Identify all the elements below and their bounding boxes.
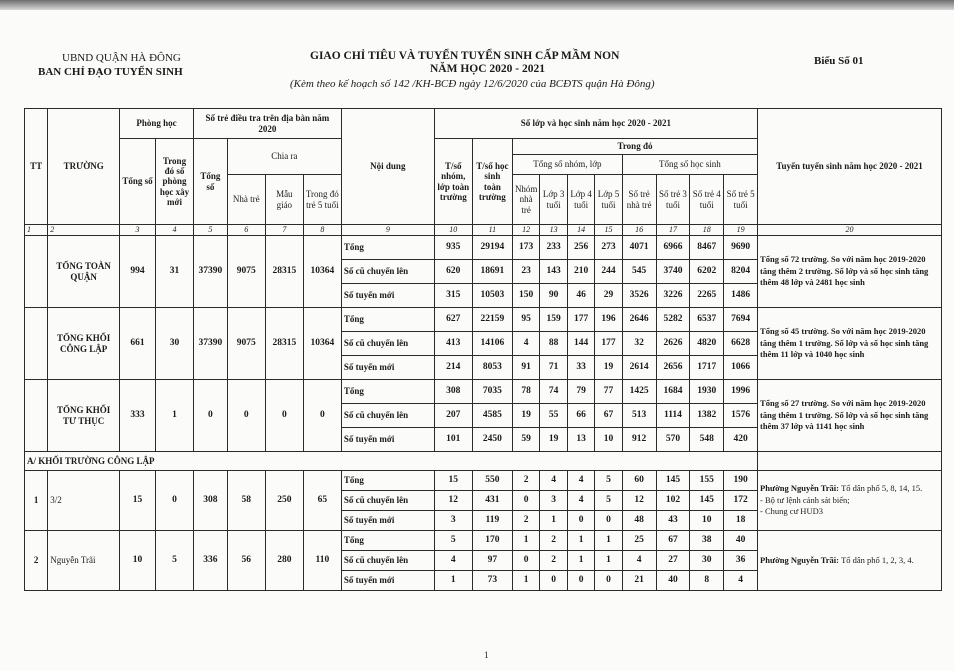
cell-nha-tre: 58: [227, 471, 265, 531]
index-cell: 17: [656, 225, 690, 236]
cell-value: 5: [595, 491, 622, 511]
cell-value: 2265: [690, 284, 724, 308]
cell-noi-dung: Tổng: [341, 380, 434, 404]
index-cell: 2: [48, 225, 120, 236]
cell-value: 74: [540, 380, 567, 404]
cell-value: 5: [434, 531, 472, 551]
cell-school-name: TỔNG KHỐI CÔNG LẬP: [48, 308, 120, 380]
cell-noi-dung: Số cũ chuyển lên: [341, 404, 434, 428]
index-cell: 7: [265, 225, 303, 236]
cell-summary-note: Tổng số 72 trường. So với năm học 2019-2020 tăng thêm 2 trường. Số lớp và số học sinh tăng thêm 48 lớp và 2481 học sinh: [758, 236, 942, 308]
section-row: [25, 452, 942, 471]
cell-value: 244: [595, 260, 622, 284]
col-tong-so-nhom-lop: Tổng số nhóm, lớp: [512, 155, 622, 175]
total-row: [25, 380, 942, 404]
cell-phong: 15: [120, 471, 156, 531]
cell-value: 95: [512, 308, 539, 332]
col-xay-moi: Trong đó số phòng học xây mới: [155, 139, 193, 225]
col-so-lop-hs: Số lớp và học sinh năm học 2020 - 2021: [434, 109, 757, 139]
cell-value: 43: [656, 511, 690, 531]
cell-value: 273: [595, 236, 622, 260]
cell-value: 29194: [472, 236, 512, 260]
cell-tre5: 10364: [303, 236, 341, 308]
cell-phong: 333: [120, 380, 156, 452]
cell-value: 214: [434, 356, 472, 380]
index-cell: 15: [595, 225, 622, 236]
cell-value: 79: [567, 380, 594, 404]
cell-value: 550: [472, 471, 512, 491]
cell-mau-giao: 28315: [265, 308, 303, 380]
index-cell: 4: [155, 225, 193, 236]
cell-value: 14106: [472, 332, 512, 356]
cell-value: 48: [622, 511, 656, 531]
cell-tt: 2: [25, 531, 48, 591]
cell-value: 4: [724, 571, 758, 591]
cell-value: 315: [434, 284, 472, 308]
cell-enrollment-area: [758, 471, 942, 531]
col-sotre-4: Số trẻ 4 tuổi: [690, 175, 724, 225]
cell-value: 40: [656, 571, 690, 591]
cell-value: 5: [595, 471, 622, 491]
cell-value: 40: [724, 531, 758, 551]
area-extra: - Bộ tư lệnh cảnh sát biển;: [760, 494, 850, 505]
index-cell: 3: [120, 225, 156, 236]
cell-value: 0: [512, 491, 539, 511]
doc-reference: (Kèm theo kế hoạch số 142 /KH-BCĐ ngày 12/6/2020 của BCĐTS quận Hà Đông): [290, 78, 655, 90]
cell-value: 6202: [690, 260, 724, 284]
cell-value: 3526: [622, 284, 656, 308]
cell-value: 1066: [724, 356, 758, 380]
cell-tt: [25, 380, 48, 452]
scan-edge: [0, 0, 954, 10]
index-cell: 11: [472, 225, 512, 236]
col-trong-do: Trong đó: [512, 139, 757, 155]
school-row: [25, 531, 942, 551]
cell-value: 90: [540, 284, 567, 308]
cell-value: 8204: [724, 260, 758, 284]
cell-noi-dung: Số cũ chuyển lên: [341, 551, 434, 571]
cell-noi-dung: Tổng: [341, 531, 434, 551]
cell-value: 71: [540, 356, 567, 380]
cell-value: 1: [567, 531, 594, 551]
cell-value: 172: [724, 491, 758, 511]
cell-noi-dung: Số tuyển mới: [341, 284, 434, 308]
cell-value: 173: [512, 236, 539, 260]
cell-value: 177: [595, 332, 622, 356]
cell-value: 29: [595, 284, 622, 308]
cell-value: 3: [434, 511, 472, 531]
cell-value: 27: [656, 551, 690, 571]
col-lop-5: Lớp 5 tuổi: [595, 175, 622, 225]
cell-value: 145: [690, 491, 724, 511]
cell-value: 150: [512, 284, 539, 308]
cell-value: 0: [512, 551, 539, 571]
col-sotre-3: Số trẻ 3 tuổi: [656, 175, 690, 225]
cell-value: 1996: [724, 380, 758, 404]
index-cell: 10: [434, 225, 472, 236]
index-cell: 18: [690, 225, 724, 236]
cell-tt: [25, 236, 48, 308]
cell-value: 10503: [472, 284, 512, 308]
area-title: Phường Nguyễn Trãi:: [760, 554, 842, 565]
cell-value: 545: [622, 260, 656, 284]
cell-noi-dung: Tổng: [341, 308, 434, 332]
cell-value: 2614: [622, 356, 656, 380]
cell-xay-moi: 31: [155, 236, 193, 308]
cell-summary-note: Tổng số 27 trường. So với năm học 2019-2020 tăng thêm 1 trường. Số lớp và số học sinh tăng thêm 37 lớp và 1141 học sinh: [758, 380, 942, 452]
cell-value: 0: [540, 571, 567, 591]
index-cell: 14: [567, 225, 594, 236]
cell-value: 308: [434, 380, 472, 404]
cell-value: 196: [595, 308, 622, 332]
cell-value: 55: [540, 404, 567, 428]
cell-value: 12: [622, 491, 656, 511]
cell-tre5: 110: [303, 531, 341, 591]
col-noi-dung: Nội dung: [341, 109, 434, 225]
cell-value: 4: [434, 551, 472, 571]
col-so-tre-dieu-tra: Số trẻ điều tra trên địa bàn năm 2020: [194, 109, 342, 139]
cell-school-name: 3/2: [48, 471, 120, 531]
cell-value: 2646: [622, 308, 656, 332]
cell-value: 620: [434, 260, 472, 284]
cell-value: 0: [595, 511, 622, 531]
cell-nha-tre: 0: [227, 380, 265, 452]
cell-value: 4: [622, 551, 656, 571]
cell-value: 3: [540, 491, 567, 511]
doc-school-year: NĂM HỌC 2020 - 2021: [430, 63, 545, 75]
cell-value: 38: [690, 531, 724, 551]
cell-value: 91: [512, 356, 539, 380]
index-row: [25, 225, 942, 236]
org-name: UBND QUẬN HÀ ĐÔNG: [62, 52, 181, 64]
cell-tong-tre: 0: [194, 380, 228, 452]
cell-mau-giao: 28315: [265, 236, 303, 308]
cell-school-name: TỔNG TOÀN QUẬN: [48, 236, 120, 308]
cell-value: 88: [540, 332, 567, 356]
cell-value: 33: [567, 356, 594, 380]
cell-value: 2: [512, 511, 539, 531]
cell-value: 548: [690, 428, 724, 452]
cell-mau-giao: 280: [265, 531, 303, 591]
cell-value: 1425: [622, 380, 656, 404]
index-cell: 19: [724, 225, 758, 236]
cell-value: 8467: [690, 236, 724, 260]
cell-value: 1576: [724, 404, 758, 428]
cell-value: 190: [724, 471, 758, 491]
cell-value: 32: [622, 332, 656, 356]
cell-value: 2656: [656, 356, 690, 380]
cell-noi-dung: Tổng: [341, 471, 434, 491]
cell-value: 2: [512, 471, 539, 491]
cell-noi-dung: Số tuyển mới: [341, 356, 434, 380]
col-tre-5-tuoi: Trong đó trẻ 5 tuổi: [303, 175, 341, 225]
cell-value: 46: [567, 284, 594, 308]
cell-value: 1: [512, 531, 539, 551]
cell-tong-tre: 336: [194, 531, 228, 591]
cell-phong: 661: [120, 308, 156, 380]
cell-value: 3226: [656, 284, 690, 308]
cell-value: 102: [656, 491, 690, 511]
total-row: [25, 308, 942, 332]
col-ts-nhom-lop: T/số nhóm, lớp toàn trường: [434, 139, 472, 225]
cell-noi-dung: Số cũ chuyển lên: [341, 491, 434, 511]
cell-noi-dung: Số cũ chuyển lên: [341, 260, 434, 284]
cell-value: 4: [567, 471, 594, 491]
col-tt: TT: [25, 109, 48, 225]
cell-value: 912: [622, 428, 656, 452]
school-row: [25, 471, 942, 491]
cell-tong-tre: 37390: [194, 308, 228, 380]
cell-value: 1486: [724, 284, 758, 308]
col-lop-3: Lớp 3 tuổi: [540, 175, 567, 225]
cell-value: 420: [724, 428, 758, 452]
cell-xay-moi: 0: [155, 471, 193, 531]
page-number: 1: [484, 650, 489, 660]
cell-value: 2450: [472, 428, 512, 452]
cell-value: 9690: [724, 236, 758, 260]
cell-value: 145: [656, 471, 690, 491]
cell-value: 6966: [656, 236, 690, 260]
col-tuyen-sinh: Tuyển tuyển sinh năm học 2020 - 2021: [758, 109, 942, 225]
col-phong-hoc: Phòng học: [120, 109, 194, 139]
cell-value: 1382: [690, 404, 724, 428]
cell-tre5: 0: [303, 380, 341, 452]
cell-tre5: 10364: [303, 308, 341, 380]
col-chia-ra: Chia ra: [227, 139, 341, 175]
cell-nha-tre: 56: [227, 531, 265, 591]
cell-value: 15: [434, 471, 472, 491]
cell-value: 1: [567, 551, 594, 571]
cell-value: 67: [656, 531, 690, 551]
cell-value: 1: [434, 571, 472, 591]
cell-noi-dung: Số tuyển mới: [341, 571, 434, 591]
cell-value: 0: [567, 571, 594, 591]
cell-value: 0: [595, 571, 622, 591]
cell-value: 4071: [622, 236, 656, 260]
cell-value: 66: [567, 404, 594, 428]
cell-value: 627: [434, 308, 472, 332]
cell-enrollment-area: [758, 531, 942, 591]
org-committee: BAN CHỈ ĐẠO TUYỂN SINH: [38, 66, 183, 78]
cell-value: 144: [567, 332, 594, 356]
form-number: Biểu Số 01: [814, 55, 864, 67]
cell-value: 36: [724, 551, 758, 571]
cell-value: 101: [434, 428, 472, 452]
cell-value: 18691: [472, 260, 512, 284]
cell-value: 177: [567, 308, 594, 332]
cell-value: 10: [690, 511, 724, 531]
cell-noi-dung: Số tuyển mới: [341, 428, 434, 452]
cell-mau-giao: 0: [265, 380, 303, 452]
cell-value: 0: [567, 511, 594, 531]
cell-value: 3740: [656, 260, 690, 284]
col-mau-giao: Mẫu giáo: [265, 175, 303, 225]
cell-xay-moi: 1: [155, 380, 193, 452]
cell-value: 413: [434, 332, 472, 356]
index-cell: 6: [227, 225, 265, 236]
index-cell: 16: [622, 225, 656, 236]
cell-value: 7035: [472, 380, 512, 404]
cell-value: 19: [540, 428, 567, 452]
cell-value: 4: [540, 471, 567, 491]
cell-value: 2: [540, 551, 567, 571]
cell-noi-dung: Số cũ chuyển lên: [341, 332, 434, 356]
cell-phong: 994: [120, 236, 156, 308]
cell-value: 1: [512, 571, 539, 591]
section-blank: [758, 452, 942, 471]
cell-value: 7694: [724, 308, 758, 332]
col-lop-4: Lớp 4 tuổi: [567, 175, 594, 225]
cell-value: 6628: [724, 332, 758, 356]
cell-value: 19: [512, 404, 539, 428]
cell-summary-note: Tổng số 45 trường. So với năm học 2019-2020 tăng thêm 1 trường. Số lớp và số học sinh tăng thêm 11 lớp và 1040 học sinh: [758, 308, 942, 380]
cell-value: 1930: [690, 380, 724, 404]
cell-nha-tre: 9075: [227, 236, 265, 308]
cell-tong-tre: 308: [194, 471, 228, 531]
doc-title: GIAO CHỈ TIÊU VÀ TUYỂN TUYỂN SINH CẤP MẦM NON: [310, 50, 620, 62]
cell-value: 935: [434, 236, 472, 260]
cell-noi-dung: Số tuyển mới: [341, 511, 434, 531]
cell-tong-tre: 37390: [194, 236, 228, 308]
cell-value: 431: [472, 491, 512, 511]
area-text: Tổ dân phố 1, 2, 3, 4.: [841, 554, 914, 565]
cell-value: 159: [540, 308, 567, 332]
area-extra: - Chung cư HUD3: [760, 506, 823, 517]
cell-value: 67: [595, 404, 622, 428]
col-nhom-nha-tre: Nhóm nhà trẻ: [512, 175, 539, 225]
cell-noi-dung: Tổng: [341, 236, 434, 260]
cell-value: 8053: [472, 356, 512, 380]
cell-tt: 1: [25, 471, 48, 531]
area-text: Tổ dân phố 5, 8, 14, 15.: [841, 483, 923, 494]
col-tong-so-tre: Tổng số: [194, 139, 228, 225]
cell-value: 119: [472, 511, 512, 531]
cell-value: 170: [472, 531, 512, 551]
table-body: [25, 109, 942, 591]
index-cell: 1: [25, 225, 48, 236]
cell-value: 21: [622, 571, 656, 591]
cell-value: 77: [595, 380, 622, 404]
cell-value: 59: [512, 428, 539, 452]
cell-xay-moi: 5: [155, 531, 193, 591]
cell-school-name: Nguyễn Trãi: [48, 531, 120, 591]
col-tong-so-phong: Tổng số: [120, 139, 156, 225]
cell-value: 1684: [656, 380, 690, 404]
cell-value: 5282: [656, 308, 690, 332]
area-title: Phường Nguyễn Trãi:: [760, 483, 842, 494]
cell-value: 25: [622, 531, 656, 551]
col-nha-tre: Nhà trẻ: [227, 175, 265, 225]
cell-value: 2626: [656, 332, 690, 356]
cell-value: 23: [512, 260, 539, 284]
section-title: A/ KHỐI TRƯỜNG CÔNG LẬP: [25, 452, 758, 471]
cell-value: 97: [472, 551, 512, 571]
col-truong: TRƯỜNG: [48, 109, 120, 225]
cell-value: 1: [540, 511, 567, 531]
index-cell: 13: [540, 225, 567, 236]
cell-tre5: 65: [303, 471, 341, 531]
cell-value: 12: [434, 491, 472, 511]
index-cell: 5: [194, 225, 228, 236]
total-row: [25, 236, 942, 260]
cell-mau-giao: 250: [265, 471, 303, 531]
cell-value: 4: [567, 491, 594, 511]
cell-value: 1114: [656, 404, 690, 428]
index-cell: 12: [512, 225, 539, 236]
cell-value: 155: [690, 471, 724, 491]
cell-value: 207: [434, 404, 472, 428]
cell-nha-tre: 9075: [227, 308, 265, 380]
index-cell: 9: [341, 225, 434, 236]
cell-school-name: TỔNG KHỐI TƯ THỤC: [48, 380, 120, 452]
cell-value: 22159: [472, 308, 512, 332]
cell-value: 8: [690, 571, 724, 591]
cell-tt: [25, 308, 48, 380]
index-cell: 8: [303, 225, 341, 236]
cell-value: 4585: [472, 404, 512, 428]
cell-value: 60: [622, 471, 656, 491]
cell-xay-moi: 30: [155, 308, 193, 380]
cell-value: 210: [567, 260, 594, 284]
index-cell: 20: [758, 225, 942, 236]
col-tong-so-hoc-sinh: Tổng số học sinh: [622, 155, 757, 175]
col-sotre-5: Số trẻ 5 tuổi: [724, 175, 758, 225]
cell-value: 78: [512, 380, 539, 404]
enrollment-table: [24, 108, 942, 591]
cell-value: 6537: [690, 308, 724, 332]
cell-value: 256: [567, 236, 594, 260]
cell-value: 570: [656, 428, 690, 452]
cell-value: 1: [595, 531, 622, 551]
cell-value: 10: [595, 428, 622, 452]
cell-value: 2: [540, 531, 567, 551]
col-sotre-nhatre: Số trẻ nhà trẻ: [622, 175, 656, 225]
cell-value: 30: [690, 551, 724, 571]
cell-value: 1717: [690, 356, 724, 380]
cell-value: 233: [540, 236, 567, 260]
cell-value: 1: [595, 551, 622, 571]
cell-value: 4: [512, 332, 539, 356]
cell-phong: 10: [120, 531, 156, 591]
cell-value: 19: [595, 356, 622, 380]
cell-value: 143: [540, 260, 567, 284]
cell-value: 513: [622, 404, 656, 428]
cell-value: 18: [724, 511, 758, 531]
cell-value: 73: [472, 571, 512, 591]
cell-value: 4820: [690, 332, 724, 356]
cell-value: 13: [567, 428, 594, 452]
col-ts-hoc-sinh: T/số học sinh toàn trường: [472, 139, 512, 225]
